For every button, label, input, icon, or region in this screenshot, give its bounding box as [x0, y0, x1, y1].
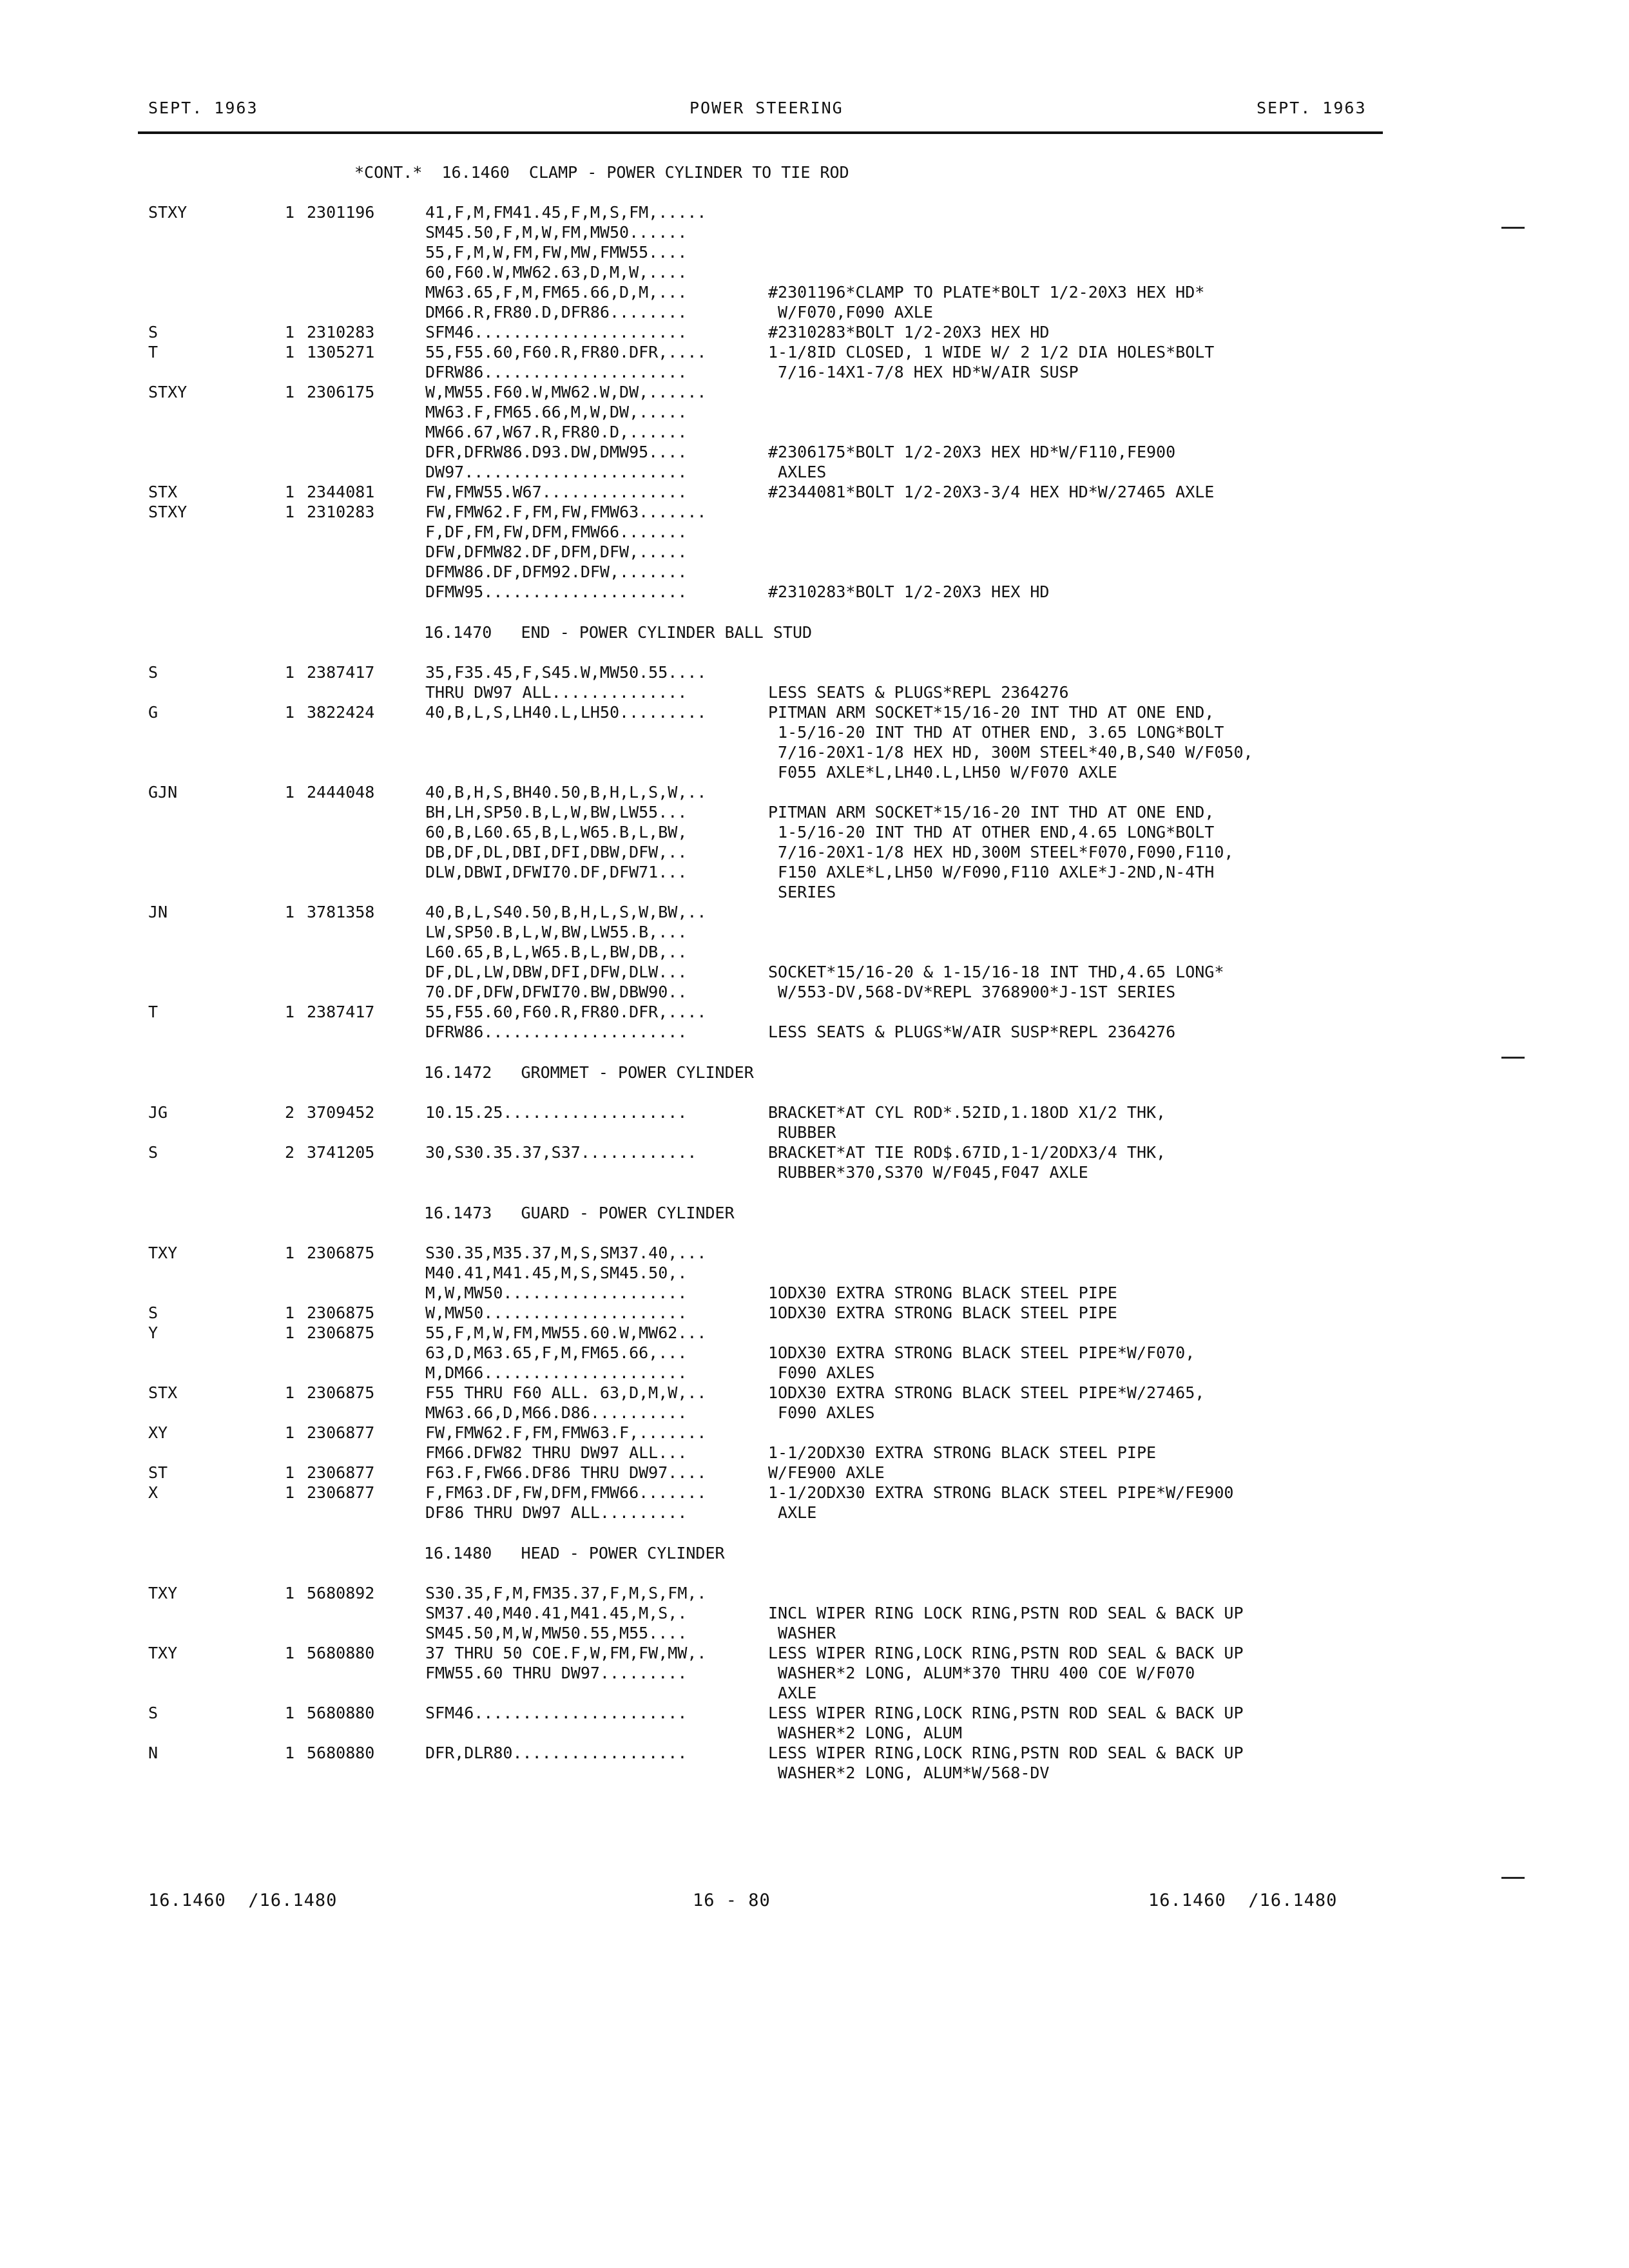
- model-usage: 60,F60.W,MW62.63,D,M,W,....: [425, 263, 688, 282]
- catalog-line: [148, 582, 1385, 602]
- section-spacer: [148, 1533, 1385, 1543]
- catalog-line: [148, 922, 1385, 942]
- part-number: 2387417: [307, 1003, 375, 1021]
- quantity: 1: [285, 203, 295, 222]
- model-code: ST: [148, 1463, 168, 1482]
- catalog-line: [148, 1643, 1385, 1663]
- catalog-line: [148, 782, 1385, 802]
- model-usage: L60.65,B,L,W65.B,L,BW,DB,..: [425, 943, 688, 961]
- section-spacer: [148, 1563, 1385, 1583]
- model-usage: 55,F55.60,F60.R,FR80.DFR,....: [425, 343, 707, 361]
- quantity: 1: [285, 343, 295, 361]
- quantity: 1: [285, 1463, 295, 1482]
- part-description: F090 AXLES: [768, 1403, 875, 1422]
- part-description: W/FE900 AXLE: [768, 1463, 885, 1482]
- part-description: 7/16-20X1-1/8 HEX HD, 300M STEEL*40,B,S40 W/F050,: [768, 743, 1253, 762]
- model-code: STX: [148, 1383, 178, 1402]
- part-description: W/F070,F090 AXLE: [768, 303, 933, 322]
- catalog-line: [148, 1383, 1385, 1403]
- quantity: 1: [285, 1483, 295, 1502]
- model-usage: DM66.R,FR80.D,DFR86........: [425, 303, 688, 322]
- catalog-line: [148, 1283, 1385, 1303]
- part-description: 1ODX30 EXTRA STRONG BLACK STEEL PIPE*W/27465,: [768, 1383, 1205, 1402]
- part-number: 2306175: [307, 383, 375, 401]
- model-usage: 63,D,M63.65,F,M,FM65.66,...: [425, 1343, 688, 1362]
- model-usage: M,DM66.....................: [425, 1363, 688, 1382]
- model-usage: W,MW55.F60.W,MW62.W,DW,......: [425, 383, 707, 401]
- catalog-line: [148, 1423, 1385, 1443]
- section-spacer: [148, 1082, 1385, 1102]
- model-usage: SFM46......................: [425, 323, 688, 341]
- part-number: 2344081: [307, 483, 375, 501]
- catalog-line: [148, 902, 1385, 922]
- catalog-line: [148, 522, 1385, 542]
- quantity: 1: [285, 383, 295, 401]
- model-usage: MW63.66,D,M66.D86..........: [425, 1403, 688, 1422]
- catalog-line: [148, 1323, 1385, 1343]
- catalog-line: [148, 1763, 1385, 1783]
- part-description: 1-1/2ODX30 EXTRA STRONG BLACK STEEL PIPE: [768, 1443, 1157, 1462]
- part-description: INCL WIPER RING LOCK RING,PSTN ROD SEAL & BACK UP: [768, 1604, 1244, 1622]
- catalog-line: [148, 342, 1385, 362]
- catalog-line: [148, 702, 1385, 722]
- model-usage: LW,SP50.B,L,W,BW,LW55.B,...: [425, 923, 688, 941]
- section-spacer: [148, 642, 1385, 662]
- model-usage: 55,F,M,W,FM,FW,MW,FMW55....: [425, 243, 688, 262]
- part-description: SERIES: [768, 883, 836, 901]
- catalog-line: [148, 682, 1385, 702]
- catalog-line: [148, 1102, 1385, 1122]
- model-usage: DFR,DFRW86.D93.DW,DMW95....: [425, 443, 688, 461]
- catalog-line: [148, 562, 1385, 582]
- part-description: RUBBER*370,S370 W/F045,F047 AXLE: [768, 1163, 1088, 1182]
- model-usage: F,DF,FM,FW,DFM,FMW66.......: [425, 523, 688, 541]
- quantity: 1: [285, 1244, 295, 1262]
- part-number: 2301196: [307, 203, 375, 222]
- model-usage: M40.41,M41.45,M,S,SM45.50,.: [425, 1264, 688, 1282]
- part-number: 1305271: [307, 343, 375, 361]
- section-spacer: [148, 182, 1385, 202]
- part-number: 2306877: [307, 1483, 375, 1502]
- model-code: S: [148, 1143, 159, 1162]
- model-usage: 41,F,M,FM41.45,F,M,S,FM,.....: [425, 203, 707, 222]
- part-description: #2310283*BOLT 1/2-20X3 HEX HD: [768, 582, 1050, 601]
- model-usage: S30.35,F,M,FM35.37,F,M,S,FM,.: [425, 1584, 707, 1602]
- part-description: PITMAN ARM SOCKET*15/16-20 INT THD AT ONE END,: [768, 803, 1215, 822]
- part-description: SOCKET*15/16-20 & 1-15/16-18 INT THD,4.65 LONG*: [768, 963, 1224, 981]
- catalog-line: [148, 282, 1385, 302]
- section-heading: [148, 162, 1385, 182]
- part-number: 5680892: [307, 1584, 375, 1602]
- header-title: POWER STEERING: [689, 99, 843, 117]
- model-code: GJN: [148, 783, 178, 802]
- header-date-right: SEPT. 1963: [1257, 99, 1367, 117]
- part-number: 2306877: [307, 1423, 375, 1442]
- model-usage: DLW,DBWI,DFWI70.DF,DFW71...: [425, 863, 688, 881]
- model-code: TXY: [148, 1644, 178, 1662]
- catalog-line: [148, 1002, 1385, 1022]
- section-spacer: [148, 1042, 1385, 1052]
- model-usage: DFMW86.DF,DFM92.DFW,.......: [425, 562, 688, 581]
- catalog-line: [148, 362, 1385, 382]
- catalog-line: [148, 242, 1385, 262]
- model-usage: F,FM63.DF,FW,DFM,FMW66.......: [425, 1483, 707, 1502]
- part-description: #2344081*BOLT 1/2-20X3-3/4 HEX HD*W/27465 AXLE: [768, 483, 1215, 501]
- model-code: JN: [148, 903, 168, 921]
- quantity: 1: [285, 703, 295, 722]
- model-usage: DFRW86.....................: [425, 1023, 688, 1041]
- part-number: 2306877: [307, 1463, 375, 1482]
- section-title: 16.1470 END - POWER CYLINDER BALL STUD: [424, 623, 813, 642]
- part-description: #2310283*BOLT 1/2-20X3 HEX HD: [768, 323, 1050, 341]
- quantity: 1: [285, 1323, 295, 1342]
- quantity: 1: [285, 323, 295, 341]
- footer-page-number: 16 - 80: [693, 1890, 771, 1910]
- model-usage: DF86 THRU DW97 ALL.........: [425, 1503, 688, 1522]
- part-number: 5680880: [307, 1644, 375, 1662]
- part-description: WASHER*2 LONG, ALUM: [768, 1724, 963, 1742]
- catalog-line: [148, 422, 1385, 442]
- catalog-line: [148, 1122, 1385, 1142]
- catalog-line: [148, 1343, 1385, 1363]
- part-description: W/553-DV,568-DV*REPL 3768900*J-1ST SERIES: [768, 983, 1176, 1001]
- model-usage: DW97.......................: [425, 463, 688, 481]
- model-code: STXY: [148, 383, 188, 401]
- catalog-line: [148, 1363, 1385, 1383]
- section-heading: [148, 1203, 1385, 1223]
- part-number: 2387417: [307, 663, 375, 682]
- model-usage: FM66.DFW82 THRU DW97 ALL...: [425, 1443, 688, 1462]
- catalog-line: [148, 502, 1385, 522]
- quantity: 1: [285, 1003, 295, 1021]
- model-usage: S30.35,M35.37,M,S,SM37.40,...: [425, 1244, 707, 1262]
- catalog-line: [148, 1663, 1385, 1683]
- catalog-line: [148, 1243, 1385, 1263]
- part-number: 2306875: [307, 1303, 375, 1322]
- model-code: X: [148, 1483, 159, 1502]
- part-description: AXLES: [768, 463, 827, 481]
- model-usage: FW,FMW55.W67...............: [425, 483, 688, 501]
- part-description: 1ODX30 EXTRA STRONG BLACK STEEL PIPE*W/F070,: [768, 1343, 1195, 1362]
- quantity: 1: [285, 663, 295, 682]
- part-description: #2306175*BOLT 1/2-20X3 HEX HD*W/F110,FE900: [768, 443, 1176, 461]
- part-description: WASHER: [768, 1624, 836, 1642]
- footer-range-left: 16.1460 /16.1480: [148, 1890, 338, 1910]
- part-number: 2310283: [307, 503, 375, 521]
- model-code: S: [148, 323, 159, 341]
- catalog-line: [148, 1503, 1385, 1523]
- model-usage: 55,F,M,W,FM,MW55.60.W,MW62...: [425, 1323, 707, 1342]
- catalog-line: [148, 842, 1385, 862]
- model-usage: 70.DF,DFW,DFWI70.BW,DBW90..: [425, 983, 688, 1001]
- part-description: 1ODX30 EXTRA STRONG BLACK STEEL PIPE: [768, 1303, 1117, 1322]
- section-title: 16.1473 GUARD - POWER CYLINDER: [424, 1204, 735, 1222]
- model-usage: DB,DF,DL,DBI,DFI,DBW,DFW,..: [425, 843, 688, 861]
- part-description: 1-1/2ODX30 EXTRA STRONG BLACK STEEL PIPE*W/FE900: [768, 1483, 1234, 1502]
- model-code: T: [148, 1003, 159, 1021]
- part-description: 1-5/16-20 INT THD AT OTHER END, 3.65 LONG*BOLT: [768, 723, 1224, 742]
- model-usage: 55,F55.60,F60.R,FR80.DFR,....: [425, 1003, 707, 1021]
- model-code: G: [148, 703, 159, 722]
- part-description: RUBBER: [768, 1123, 836, 1142]
- model-code: STXY: [148, 503, 188, 521]
- catalog-line: [148, 1022, 1385, 1042]
- quantity: 1: [285, 903, 295, 921]
- catalog-line: [148, 1162, 1385, 1182]
- catalog-line: [148, 1583, 1385, 1603]
- catalog-line: [148, 862, 1385, 882]
- part-description: #2301196*CLAMP TO PLATE*BOLT 1/2-20X3 HEX HD*: [768, 283, 1205, 302]
- part-number: 2306875: [307, 1244, 375, 1262]
- model-usage: 30,S30.35.37,S37............: [425, 1143, 697, 1162]
- footer-range-right: 16.1460 /16.1480: [1148, 1890, 1338, 1910]
- catalog-line: [148, 1263, 1385, 1283]
- catalog-line: [148, 482, 1385, 502]
- model-usage: W,MW50.....................: [425, 1303, 688, 1322]
- model-code: S: [148, 663, 159, 682]
- catalog-line: [148, 982, 1385, 1002]
- section-heading: [148, 1543, 1385, 1563]
- part-description: 7/16-20X1-1/8 HEX HD,300M STEEL*F070,F090,F110,: [768, 843, 1234, 861]
- quantity: 1: [285, 1383, 295, 1402]
- catalog-line: [148, 462, 1385, 482]
- section-spacer: [148, 1182, 1385, 1193]
- model-code: T: [148, 343, 159, 361]
- catalog-line: [148, 1142, 1385, 1162]
- model-usage: DF,DL,LW,DBW,DFI,DFW,DLW...: [425, 963, 688, 981]
- part-description: F150 AXLE*L,LH50 W/F090,F110 AXLE*J-2ND,N-4TH: [768, 863, 1215, 881]
- part-description: 1-5/16-20 INT THD AT OTHER END,4.65 LONG*BOLT: [768, 823, 1215, 841]
- quantity: 1: [285, 1744, 295, 1762]
- model-usage: MW66.67,W67.R,FR80.D,......: [425, 423, 688, 441]
- part-number: 3741205: [307, 1143, 375, 1162]
- part-number: 3781358: [307, 903, 375, 921]
- quantity: 2: [285, 1103, 295, 1122]
- catalog-line: [148, 1703, 1385, 1723]
- model-code: TXY: [148, 1244, 178, 1262]
- quantity: 1: [285, 1303, 295, 1322]
- margin-mark: [1501, 1057, 1525, 1059]
- catalog-line: [148, 262, 1385, 282]
- catalog-line: [148, 1303, 1385, 1323]
- model-usage: SFM46......................: [425, 1704, 688, 1722]
- model-usage: THRU DW97 ALL..............: [425, 683, 688, 702]
- model-usage: FW,FMW62.F,FM,FW,FMW63.......: [425, 503, 707, 521]
- model-usage: 10.15.25...................: [425, 1103, 688, 1122]
- catalog-line: [148, 1683, 1385, 1703]
- model-code: N: [148, 1744, 159, 1762]
- catalog-line: [148, 942, 1385, 962]
- catalog-line: [148, 1463, 1385, 1483]
- quantity: 1: [285, 1704, 295, 1722]
- model-usage: 60,B,L60.65,B,L,W65.B,L,BW,: [425, 823, 688, 841]
- catalog-line: [148, 1603, 1385, 1623]
- section-title: 16.1472 GROMMET - POWER CYLINDER: [424, 1063, 754, 1082]
- catalog-line: [148, 1623, 1385, 1643]
- catalog-line: [148, 822, 1385, 842]
- catalog-line: [148, 882, 1385, 902]
- model-code: STX: [148, 483, 178, 501]
- model-usage: DFRW86.....................: [425, 363, 688, 381]
- model-usage: 35,F35.45,F,S45.W,MW50.55....: [425, 663, 707, 682]
- catalog-line: [148, 1743, 1385, 1763]
- catalog-line: [148, 1403, 1385, 1423]
- model-code: S: [148, 1704, 159, 1722]
- part-description: LESS WIPER RING,LOCK RING,PSTN ROD SEAL & BACK UP: [768, 1644, 1244, 1662]
- model-usage: SM45.50,F,M,W,FM,MW50......: [425, 223, 688, 242]
- model-usage: F55 THRU F60 ALL. 63,D,M,W,..: [425, 1383, 707, 1402]
- catalog-line: [148, 1483, 1385, 1503]
- model-usage: MW63.F,FM65.66,M,W,DW,.....: [425, 403, 688, 421]
- part-description: 7/16-14X1-7/8 HEX HD*W/AIR SUSP: [768, 363, 1079, 381]
- section-heading: [148, 622, 1385, 642]
- catalog-body: [148, 162, 1385, 1793]
- catalog-line: [148, 662, 1385, 682]
- model-code: TXY: [148, 1584, 178, 1602]
- margin-mark: [1501, 1877, 1525, 1879]
- part-description: BRACKET*AT CYL ROD*.52ID,1.18OD X1/2 THK,: [768, 1103, 1166, 1122]
- part-description: F090 AXLES: [768, 1363, 875, 1382]
- model-usage: DFMW95.....................: [425, 582, 688, 601]
- section-title: 16.1480 HEAD - POWER CYLINDER: [424, 1544, 725, 1562]
- model-usage: 40,B,H,S,BH40.50,B,H,L,S,W,..: [425, 783, 707, 802]
- quantity: 1: [285, 1423, 295, 1442]
- catalog-line: [148, 542, 1385, 562]
- part-number: 2310283: [307, 323, 375, 341]
- quantity: 2: [285, 1143, 295, 1162]
- part-description: LESS SEATS & PLUGS*W/AIR SUSP*REPL 2364276: [768, 1023, 1176, 1041]
- catalog-line: [148, 222, 1385, 242]
- section-spacer: [148, 602, 1385, 612]
- catalog-line: [148, 202, 1385, 222]
- quantity: 1: [285, 503, 295, 521]
- model-usage: SM37.40,M40.41,M41.45,M,S,.: [425, 1604, 688, 1622]
- part-description: LESS WIPER RING,LOCK RING,PSTN ROD SEAL & BACK UP: [768, 1744, 1244, 1762]
- part-description: 1-1/8ID CLOSED, 1 WIDE W/ 2 1/2 DIA HOLES*BOLT: [768, 343, 1215, 361]
- section-spacer: [148, 1052, 1385, 1062]
- catalog-line: [148, 962, 1385, 982]
- section-title: *CONT.* 16.1460 CLAMP - POWER CYLINDER TO TIE ROD: [354, 163, 849, 182]
- model-usage: SM45.50,M,W,MW50.55,M55....: [425, 1624, 688, 1642]
- catalog-line: [148, 1443, 1385, 1463]
- part-description: LESS WIPER RING,LOCK RING,PSTN ROD SEAL & BACK UP: [768, 1704, 1244, 1722]
- section-spacer: [148, 1523, 1385, 1533]
- catalog-line: [148, 802, 1385, 822]
- quantity: 1: [285, 483, 295, 501]
- model-usage: DFW,DFMW82.DF,DFM,DFW,.....: [425, 543, 688, 561]
- catalog-line: [148, 322, 1385, 342]
- part-number: 3822424: [307, 703, 375, 722]
- quantity: 1: [285, 1644, 295, 1662]
- section-heading: [148, 1062, 1385, 1082]
- part-description: BRACKET*AT TIE ROD$.67ID,1-1/2ODX3/4 THK,: [768, 1143, 1166, 1162]
- model-usage: M,W,MW50...................: [425, 1283, 688, 1302]
- catalog-line: [148, 302, 1385, 322]
- catalog-line: [148, 402, 1385, 422]
- part-description: WASHER*2 LONG, ALUM*370 THRU 400 COE W/F070: [768, 1664, 1195, 1682]
- model-usage: 40,B,L,S40.50,B,H,L,S,W,BW,..: [425, 903, 707, 921]
- section-spacer: [148, 612, 1385, 622]
- model-usage: FW,FMW62.F,FM,FMW63.F,.......: [425, 1423, 707, 1442]
- model-usage: 40,B,L,S,LH40.L,LH50.........: [425, 703, 707, 722]
- section-spacer: [148, 1193, 1385, 1203]
- quantity: 1: [285, 1584, 295, 1602]
- part-number: 5680880: [307, 1744, 375, 1762]
- part-description: F055 AXLE*L,LH40.L,LH50 W/F070 AXLE: [768, 763, 1117, 782]
- catalog-line: [148, 442, 1385, 462]
- part-number: 2306875: [307, 1383, 375, 1402]
- model-usage: MW63.65,F,M,FM65.66,D,M,...: [425, 283, 688, 302]
- catalog-line: [148, 722, 1385, 742]
- catalog-line: [148, 1723, 1385, 1743]
- model-code: XY: [148, 1423, 168, 1442]
- model-usage: BH,LH,SP50.B,L,W,BW,LW55...: [425, 803, 688, 822]
- model-code: STXY: [148, 203, 188, 222]
- part-description: WASHER*2 LONG, ALUM*W/568-DV: [768, 1763, 1050, 1782]
- part-description: 1ODX30 EXTRA STRONG BLACK STEEL PIPE: [768, 1283, 1117, 1302]
- model-usage: DFR,DLR80..................: [425, 1744, 688, 1762]
- part-number: 3709452: [307, 1103, 375, 1122]
- model-code: S: [148, 1303, 159, 1322]
- part-number: 2444048: [307, 783, 375, 802]
- header-rule: [138, 131, 1383, 134]
- model-usage: FMW55.60 THRU DW97.........: [425, 1664, 688, 1682]
- margin-mark: [1501, 227, 1525, 229]
- catalog-line: [148, 762, 1385, 782]
- part-number: 2306875: [307, 1323, 375, 1342]
- header-date-left: SEPT. 1963: [148, 99, 258, 117]
- section-spacer: [148, 1223, 1385, 1243]
- model-code: Y: [148, 1323, 159, 1342]
- catalog-line: [148, 742, 1385, 762]
- part-description: PITMAN ARM SOCKET*15/16-20 INT THD AT ONE END,: [768, 703, 1215, 722]
- model-usage: 37 THRU 50 COE.F,W,FM,FW,MW,.: [425, 1644, 707, 1662]
- part-description: AXLE: [768, 1503, 817, 1522]
- model-code: JG: [148, 1103, 168, 1122]
- quantity: 1: [285, 783, 295, 802]
- part-description: AXLE: [768, 1684, 817, 1702]
- part-number: 5680880: [307, 1704, 375, 1722]
- part-description: LESS SEATS & PLUGS*REPL 2364276: [768, 683, 1069, 702]
- section-spacer: [148, 1783, 1385, 1793]
- catalog-line: [148, 382, 1385, 402]
- model-usage: F63.F,FW66.DF86 THRU DW97....: [425, 1463, 707, 1482]
